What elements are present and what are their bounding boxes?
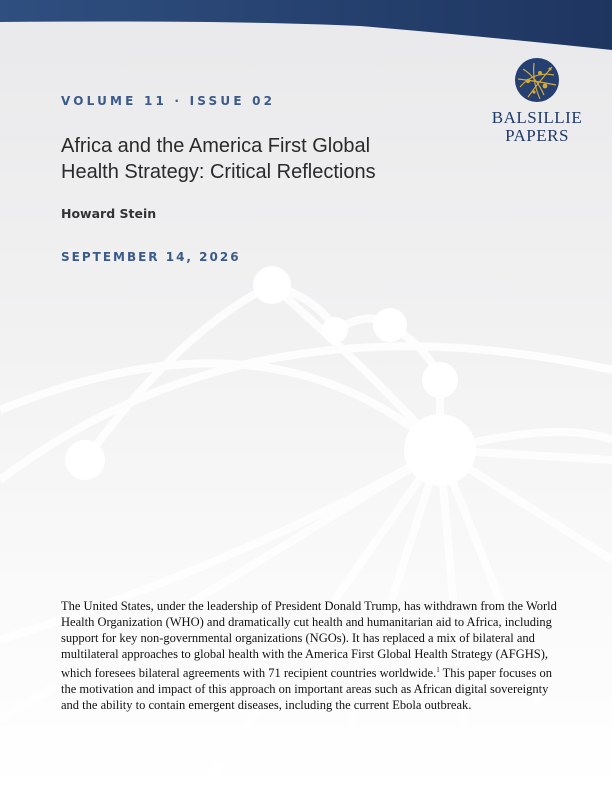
volume-issue: VOLUME 11 · ISSUE 02 xyxy=(61,94,276,108)
abstract-paragraph xyxy=(61,598,561,713)
author-name: Howard Stein xyxy=(61,206,157,221)
logo-text-line-1: BALSILLIE xyxy=(491,108,583,127)
logo-text-line-2: PAPERS xyxy=(505,126,569,145)
footnote-marker[interactable]: 1 xyxy=(436,666,440,674)
abstract-text-continued: This paper focuses on the motivation and impact of this approach on important areas such as African digital sovereignty and the ability to contain emergent diseases, including the current Ebola outbreak. xyxy=(61,666,552,713)
globe-network-icon xyxy=(514,57,560,103)
publication-date: SEPTEMBER 14, 2026 xyxy=(61,250,241,264)
balsillie-papers-logo xyxy=(484,57,590,145)
abstract-text: The United States, under the leadership of President Donald Trump, has withdrawn from the World Health Organization (WHO) and dramatically cut health and humanitarian aid to Africa, including support for key non-governmental organizations (NGOs). It has replaced a mix of bilateral and multilateral approaches to global health with the America First Global Health Strategy (AFGHS), which foresees bilateral agreements with 71 recipient countries worldwide. xyxy=(61,599,557,681)
page-title: Africa and the America First Global Health Strategy: Critical Reflections xyxy=(61,135,376,183)
